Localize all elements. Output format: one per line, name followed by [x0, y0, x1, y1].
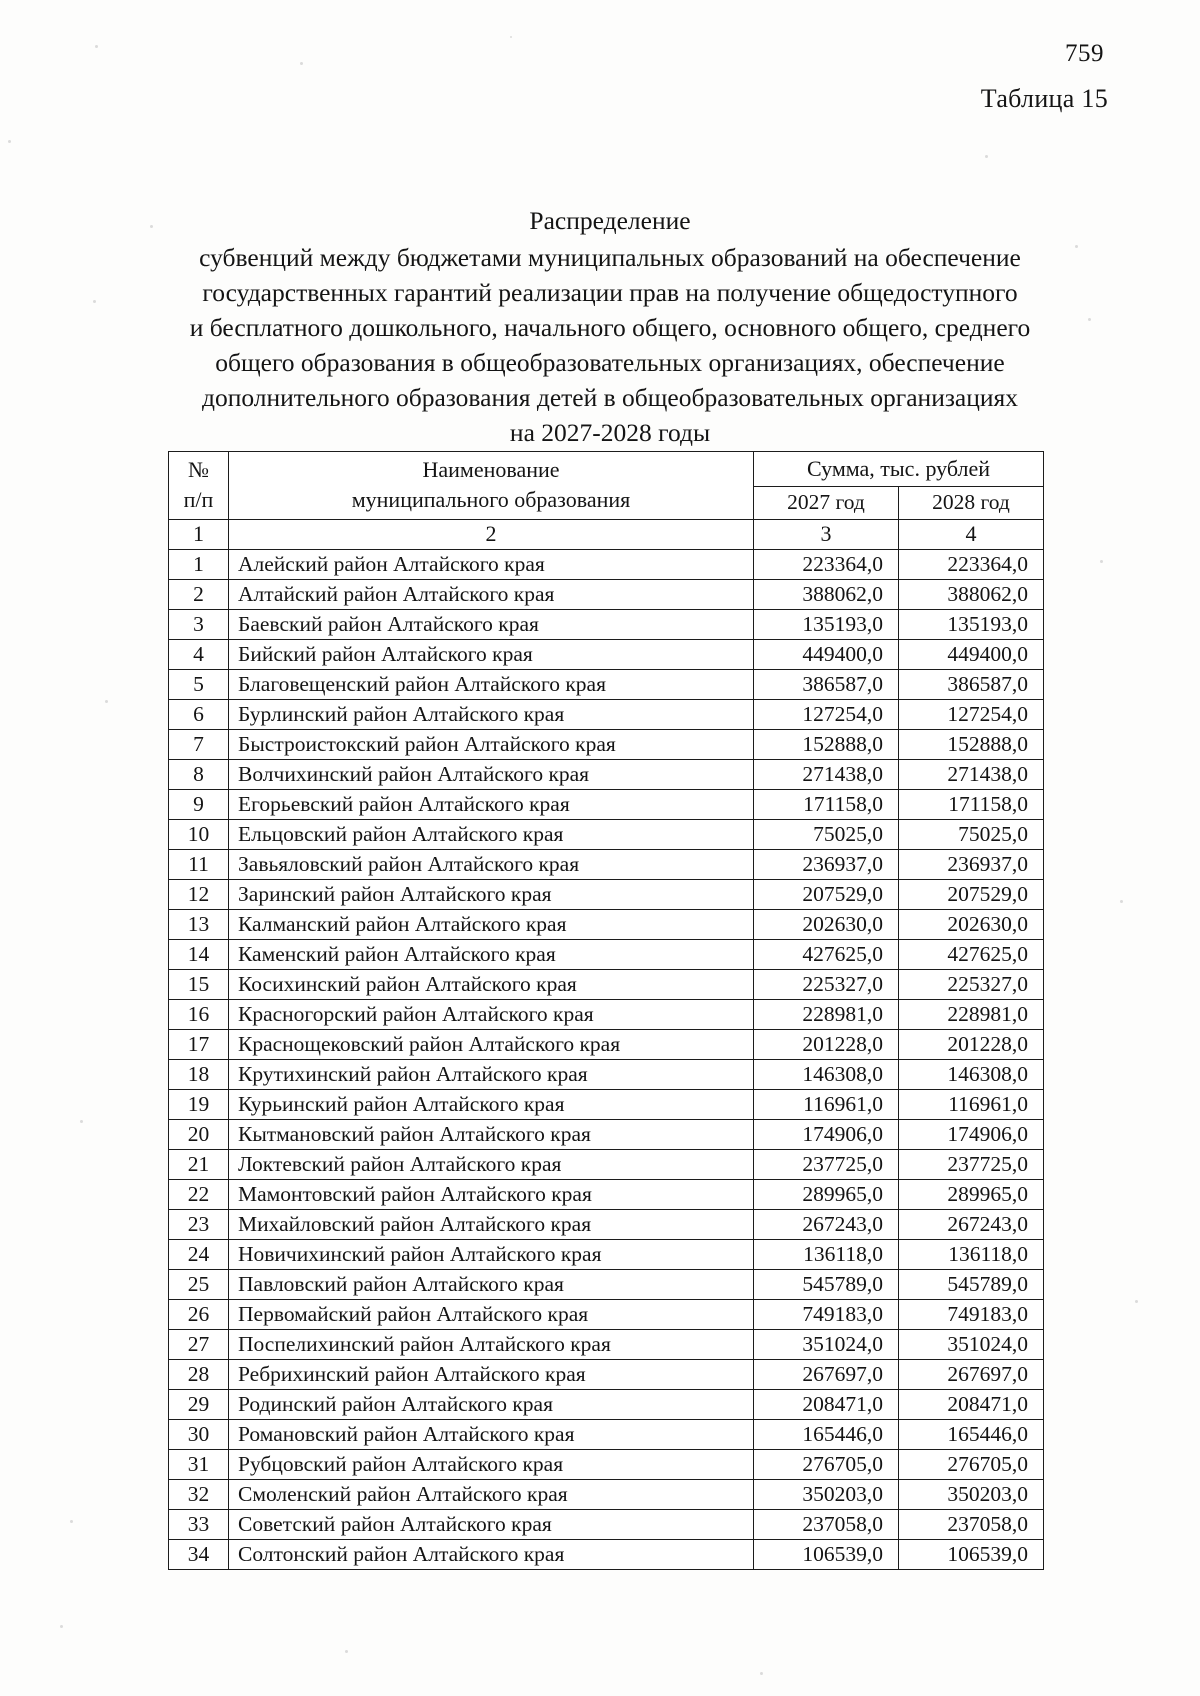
row-number: 18: [169, 1060, 229, 1090]
distribution-table: [168, 451, 1044, 1570]
row-number: 13: [169, 910, 229, 940]
row-amount-2028: 749183,0: [899, 1300, 1044, 1330]
row-municipality-name: Советский район Алтайского края: [229, 1510, 754, 1540]
row-amount-2027: 236937,0: [754, 850, 899, 880]
row-amount-2028: 225327,0: [899, 970, 1044, 1000]
row-amount-2028: 223364,0: [899, 550, 1044, 580]
table-row: [169, 1150, 1044, 1180]
row-number: 27: [169, 1330, 229, 1360]
table-row: [169, 640, 1044, 670]
row-number: 19: [169, 1090, 229, 1120]
row-amount-2028: 106539,0: [899, 1540, 1044, 1570]
row-amount-2028: 75025,0: [899, 820, 1044, 850]
row-amount-2028: 237058,0: [899, 1510, 1044, 1540]
row-number: 25: [169, 1270, 229, 1300]
row-number: 12: [169, 880, 229, 910]
row-municipality-name: Быстроистокский район Алтайского края: [229, 730, 754, 760]
row-amount-2028: 174906,0: [899, 1120, 1044, 1150]
row-amount-2027: 207529,0: [754, 880, 899, 910]
header-row-number: [169, 452, 229, 520]
row-number: 20: [169, 1120, 229, 1150]
table-row: [169, 730, 1044, 760]
row-amount-2027: 388062,0: [754, 580, 899, 610]
row-amount-2028: 171158,0: [899, 790, 1044, 820]
row-number: 2: [169, 580, 229, 610]
row-amount-2027: 165446,0: [754, 1420, 899, 1450]
row-amount-2027: 223364,0: [754, 550, 899, 580]
table-head: [169, 452, 1044, 550]
row-municipality-name: Косихинский район Алтайского края: [229, 970, 754, 1000]
row-amount-2028: 208471,0: [899, 1390, 1044, 1420]
table-header-row-1: [169, 452, 1044, 487]
row-amount-2028: 545789,0: [899, 1270, 1044, 1300]
row-municipality-name: Поспелихинский район Алтайского края: [229, 1330, 754, 1360]
header-sum-group: Сумма, тыс. рублей: [754, 452, 1044, 487]
row-amount-2028: 427625,0: [899, 940, 1044, 970]
row-municipality-name: Павловский район Алтайского края: [229, 1270, 754, 1300]
row-amount-2027: 136118,0: [754, 1240, 899, 1270]
row-number: 30: [169, 1420, 229, 1450]
row-municipality-name: Бурлинский район Алтайского края: [229, 700, 754, 730]
row-amount-2028: 116961,0: [899, 1090, 1044, 1120]
table-row: [169, 1270, 1044, 1300]
table-row: [169, 550, 1044, 580]
row-number: 28: [169, 1360, 229, 1390]
row-number: 1: [169, 550, 229, 580]
row-amount-2028: 289965,0: [899, 1180, 1044, 1210]
table-row: [169, 1390, 1044, 1420]
header-num-line2: п/п: [183, 487, 214, 512]
row-municipality-name: Егорьевский район Алтайского края: [229, 790, 754, 820]
row-amount-2028: 267697,0: [899, 1360, 1044, 1390]
row-amount-2028: 449400,0: [899, 640, 1044, 670]
row-municipality-name: Алтайский район Алтайского края: [229, 580, 754, 610]
row-number: 4: [169, 640, 229, 670]
table-label: Таблица 15: [980, 84, 1108, 113]
row-municipality-name: Первомайский район Алтайского края: [229, 1300, 754, 1330]
row-number: 8: [169, 760, 229, 790]
distribution-table-container: [168, 451, 1044, 1570]
table-row: [169, 1420, 1044, 1450]
row-amount-2027: 75025,0: [754, 820, 899, 850]
row-municipality-name: Завьяловский район Алтайского края: [229, 850, 754, 880]
title-body: [150, 240, 1070, 450]
row-municipality-name: Новичихинский район Алтайского края: [229, 1240, 754, 1270]
row-municipality-name: Смоленский район Алтайского края: [229, 1480, 754, 1510]
row-municipality-name: Калманский район Алтайского края: [229, 910, 754, 940]
row-amount-2027: 271438,0: [754, 760, 899, 790]
row-amount-2027: 146308,0: [754, 1060, 899, 1090]
header-name-line1: Наименование: [422, 457, 560, 482]
row-amount-2028: 388062,0: [899, 580, 1044, 610]
table-row: [169, 1330, 1044, 1360]
row-amount-2027: 237058,0: [754, 1510, 899, 1540]
row-amount-2027: 237725,0: [754, 1150, 899, 1180]
row-amount-2027: 152888,0: [754, 730, 899, 760]
row-amount-2027: 351024,0: [754, 1330, 899, 1360]
row-number: 9: [169, 790, 229, 820]
row-amount-2027: 127254,0: [754, 700, 899, 730]
row-amount-2028: 351024,0: [899, 1330, 1044, 1360]
title-line-1: субвенций между бюджетами муниципальных образований на обеспечение: [199, 243, 1021, 272]
row-amount-2028: 202630,0: [899, 910, 1044, 940]
row-municipality-name: Бийский район Алтайского края: [229, 640, 754, 670]
table-row: [169, 940, 1044, 970]
row-number: 17: [169, 1030, 229, 1060]
row-amount-2027: 174906,0: [754, 1120, 899, 1150]
row-municipality-name: Романовский район Алтайского края: [229, 1420, 754, 1450]
row-number: 32: [169, 1480, 229, 1510]
table-row: [169, 970, 1044, 1000]
row-municipality-name: Кытмановский район Алтайского края: [229, 1120, 754, 1150]
row-amount-2027: 171158,0: [754, 790, 899, 820]
header-year-2028: 2028 год: [899, 486, 1044, 520]
row-amount-2028: 207529,0: [899, 880, 1044, 910]
table-row: [169, 760, 1044, 790]
table-row: [169, 1000, 1044, 1030]
row-number: 21: [169, 1150, 229, 1180]
row-amount-2028: 276705,0: [899, 1450, 1044, 1480]
row-amount-2027: 350203,0: [754, 1480, 899, 1510]
row-number: 7: [169, 730, 229, 760]
table-row: [169, 1300, 1044, 1330]
row-municipality-name: Каменский район Алтайского края: [229, 940, 754, 970]
row-number: 10: [169, 820, 229, 850]
row-amount-2027: 276705,0: [754, 1450, 899, 1480]
table-column-number-row: [169, 520, 1044, 550]
table-row: [169, 1540, 1044, 1570]
row-number: 15: [169, 970, 229, 1000]
table-row: [169, 790, 1044, 820]
header-municipality: [229, 452, 754, 520]
row-municipality-name: Солтонский район Алтайского края: [229, 1540, 754, 1570]
row-amount-2028: 127254,0: [899, 700, 1044, 730]
row-amount-2028: 236937,0: [899, 850, 1044, 880]
row-amount-2027: 386587,0: [754, 670, 899, 700]
row-municipality-name: Ельцовский район Алтайского края: [229, 820, 754, 850]
header-name-line2: муниципального образования: [351, 487, 631, 512]
table-row: [169, 1030, 1044, 1060]
row-amount-2028: 237725,0: [899, 1150, 1044, 1180]
row-amount-2027: 267697,0: [754, 1360, 899, 1390]
column-number-4: 4: [899, 520, 1044, 550]
table-row: [169, 1360, 1044, 1390]
row-number: 26: [169, 1300, 229, 1330]
row-amount-2028: 271438,0: [899, 760, 1044, 790]
row-amount-2028: 350203,0: [899, 1480, 1044, 1510]
title-line-3: и бесплатного дошкольного, начального общего, основного общего, среднего: [189, 313, 1031, 342]
header-year-2027: 2027 год: [754, 486, 899, 520]
row-amount-2027: 449400,0: [754, 640, 899, 670]
row-amount-2028: 135193,0: [899, 610, 1044, 640]
row-number: 6: [169, 700, 229, 730]
table-row: [169, 910, 1044, 940]
row-amount-2027: 427625,0: [754, 940, 899, 970]
row-amount-2027: 267243,0: [754, 1210, 899, 1240]
row-amount-2028: 386587,0: [899, 670, 1044, 700]
row-number: 33: [169, 1510, 229, 1540]
table-row: [169, 1510, 1044, 1540]
row-municipality-name: Алейский район Алтайского края: [229, 550, 754, 580]
table-row: [169, 1210, 1044, 1240]
row-number: 31: [169, 1450, 229, 1480]
table-row: [169, 1480, 1044, 1510]
row-number: 22: [169, 1180, 229, 1210]
row-municipality-name: Михайловский район Алтайского края: [229, 1210, 754, 1240]
table-row: [169, 850, 1044, 880]
table-row: [169, 820, 1044, 850]
table-row: [169, 1090, 1044, 1120]
row-number: 24: [169, 1240, 229, 1270]
row-amount-2028: 165446,0: [899, 1420, 1044, 1450]
row-amount-2027: 116961,0: [754, 1090, 899, 1120]
column-number-3: 3: [754, 520, 899, 550]
row-municipality-name: Благовещенский район Алтайского края: [229, 670, 754, 700]
row-amount-2028: 267243,0: [899, 1210, 1044, 1240]
row-number: 5: [169, 670, 229, 700]
row-amount-2027: 545789,0: [754, 1270, 899, 1300]
row-number: 16: [169, 1000, 229, 1030]
table-row: [169, 700, 1044, 730]
table-row: [169, 1180, 1044, 1210]
row-number: 14: [169, 940, 229, 970]
table-row: [169, 1120, 1044, 1150]
row-municipality-name: Заринский район Алтайского края: [229, 880, 754, 910]
header-num-line1: №: [188, 457, 209, 482]
title-line-5: дополнительного образования детей в общеобразовательных организациях: [202, 383, 1018, 412]
table-row: [169, 1240, 1044, 1270]
row-number: 23: [169, 1210, 229, 1240]
row-number: 29: [169, 1390, 229, 1420]
row-amount-2028: 228981,0: [899, 1000, 1044, 1030]
row-municipality-name: Крутихинский район Алтайского края: [229, 1060, 754, 1090]
row-municipality-name: Красногорский район Алтайского края: [229, 1000, 754, 1030]
row-amount-2028: 146308,0: [899, 1060, 1044, 1090]
table-row: [169, 880, 1044, 910]
title-line-2: государственных гарантий реализации прав на получение общедоступного: [202, 278, 1018, 307]
page-number: 759: [1065, 40, 1104, 67]
row-amount-2027: 106539,0: [754, 1540, 899, 1570]
row-municipality-name: Курьинский район Алтайского края: [229, 1090, 754, 1120]
row-amount-2028: 201228,0: [899, 1030, 1044, 1060]
row-amount-2027: 289965,0: [754, 1180, 899, 1210]
title-heading: Распределение: [529, 206, 691, 235]
row-amount-2028: 152888,0: [899, 730, 1044, 760]
table-body: [169, 550, 1044, 1570]
row-municipality-name: Родинский район Алтайского края: [229, 1390, 754, 1420]
table-row: [169, 1450, 1044, 1480]
table-row: [169, 1060, 1044, 1090]
row-amount-2027: 135193,0: [754, 610, 899, 640]
row-number: 34: [169, 1540, 229, 1570]
row-municipality-name: Мамонтовский район Алтайского края: [229, 1180, 754, 1210]
title-line-4: общего образования в общеобразовательных организациях, обеспечение: [215, 348, 1005, 377]
row-amount-2027: 208471,0: [754, 1390, 899, 1420]
table-row: [169, 670, 1044, 700]
row-amount-2027: 225327,0: [754, 970, 899, 1000]
row-amount-2027: 201228,0: [754, 1030, 899, 1060]
column-number-1: 1: [169, 520, 229, 550]
table-row: [169, 610, 1044, 640]
row-municipality-name: Ребрихинский район Алтайского края: [229, 1360, 754, 1390]
row-municipality-name: Волчихинский район Алтайского края: [229, 760, 754, 790]
row-number: 3: [169, 610, 229, 640]
row-amount-2027: 749183,0: [754, 1300, 899, 1330]
column-number-2: 2: [229, 520, 754, 550]
row-amount-2028: 136118,0: [899, 1240, 1044, 1270]
table-row: [169, 580, 1044, 610]
row-amount-2027: 228981,0: [754, 1000, 899, 1030]
row-amount-2027: 202630,0: [754, 910, 899, 940]
document-title: [150, 203, 1070, 450]
row-municipality-name: Рубцовский район Алтайского края: [229, 1450, 754, 1480]
row-number: 11: [169, 850, 229, 880]
row-municipality-name: Краснощековский район Алтайского края: [229, 1030, 754, 1060]
row-municipality-name: Локтевский район Алтайского края: [229, 1150, 754, 1180]
title-line-6: на 2027-2028 годы: [509, 418, 711, 447]
row-municipality-name: Баевский район Алтайского края: [229, 610, 754, 640]
